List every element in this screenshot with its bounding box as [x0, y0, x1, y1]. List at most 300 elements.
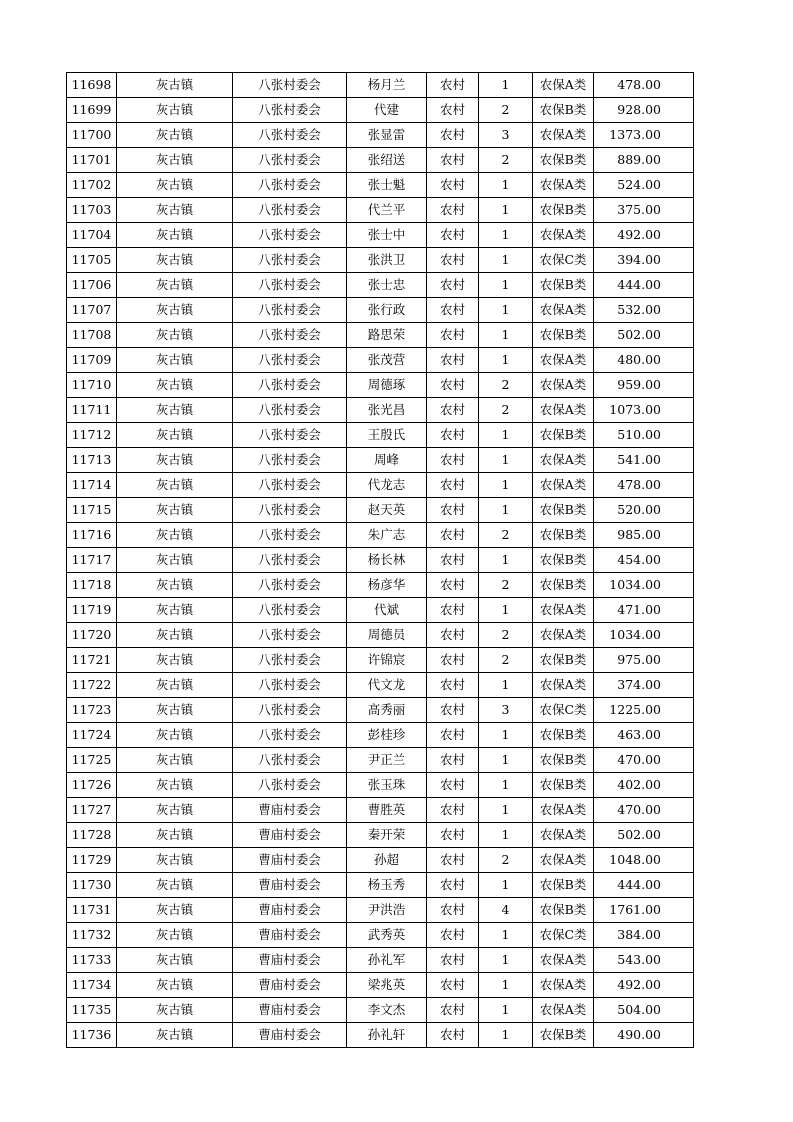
household-count-cell: 4 [479, 898, 533, 923]
area-type-cell: 农村 [427, 623, 479, 648]
table-row [67, 273, 694, 298]
insurance-category-cell: 农保B类 [533, 773, 594, 798]
village-committee-cell: 八张村委会 [233, 73, 347, 98]
table-row [67, 798, 694, 823]
person-name-cell: 代文龙 [347, 673, 427, 698]
amount-cell: 1034.00 [594, 623, 694, 648]
area-type-cell: 农村 [427, 748, 479, 773]
record-id-cell: 11712 [67, 423, 117, 448]
village-committee-cell: 八张村委会 [233, 198, 347, 223]
area-type-cell: 农村 [427, 548, 479, 573]
household-count-cell: 1 [479, 248, 533, 273]
record-id-cell: 11732 [67, 923, 117, 948]
village-committee-cell: 八张村委会 [233, 173, 347, 198]
village-committee-cell: 八张村委会 [233, 523, 347, 548]
area-type-cell: 农村 [427, 248, 479, 273]
record-id-cell: 11702 [67, 173, 117, 198]
household-count-cell: 1 [479, 973, 533, 998]
person-name-cell: 杨月兰 [347, 73, 427, 98]
village-committee-cell: 八张村委会 [233, 373, 347, 398]
insurance-category-cell: 农保A类 [533, 448, 594, 473]
roster-body [67, 73, 694, 1048]
village-committee-cell: 曹庙村委会 [233, 848, 347, 873]
person-name-cell: 张士中 [347, 223, 427, 248]
village-committee-cell: 八张村委会 [233, 723, 347, 748]
household-count-cell: 1 [479, 173, 533, 198]
village-committee-cell: 八张村委会 [233, 473, 347, 498]
amount-cell: 374.00 [594, 673, 694, 698]
insurance-category-cell: 农保B类 [533, 523, 594, 548]
town-cell: 灰古镇 [117, 648, 233, 673]
amount-cell: 985.00 [594, 523, 694, 548]
insurance-category-cell: 农保A类 [533, 298, 594, 323]
town-cell: 灰古镇 [117, 473, 233, 498]
record-id-cell: 11700 [67, 123, 117, 148]
household-count-cell: 1 [479, 473, 533, 498]
table-row [67, 423, 694, 448]
amount-cell: 384.00 [594, 923, 694, 948]
record-id-cell: 11711 [67, 398, 117, 423]
record-id-cell: 11703 [67, 198, 117, 223]
village-committee-cell: 八张村委会 [233, 423, 347, 448]
record-id-cell: 11706 [67, 273, 117, 298]
town-cell: 灰古镇 [117, 873, 233, 898]
household-count-cell: 1 [479, 823, 533, 848]
person-name-cell: 曹胜英 [347, 798, 427, 823]
record-id-cell: 11710 [67, 373, 117, 398]
household-count-cell: 3 [479, 698, 533, 723]
person-name-cell: 武秀英 [347, 923, 427, 948]
insurance-category-cell: 农保B类 [533, 548, 594, 573]
table-row [67, 748, 694, 773]
table-row [67, 248, 694, 273]
record-id-cell: 11717 [67, 548, 117, 573]
village-committee-cell: 曹庙村委会 [233, 798, 347, 823]
person-name-cell: 张光昌 [347, 398, 427, 423]
town-cell: 灰古镇 [117, 273, 233, 298]
area-type-cell: 农村 [427, 648, 479, 673]
town-cell: 灰古镇 [117, 398, 233, 423]
person-name-cell: 代龙志 [347, 473, 427, 498]
person-name-cell: 王殷氏 [347, 423, 427, 448]
household-count-cell: 2 [479, 398, 533, 423]
insurance-category-cell: 农保A类 [533, 998, 594, 1023]
town-cell: 灰古镇 [117, 623, 233, 648]
insurance-category-cell: 农保B类 [533, 323, 594, 348]
insurance-category-cell: 农保C类 [533, 698, 594, 723]
record-id-cell: 11725 [67, 748, 117, 773]
insurance-category-cell: 农保B类 [533, 748, 594, 773]
area-type-cell: 农村 [427, 423, 479, 448]
household-count-cell: 1 [479, 273, 533, 298]
amount-cell: 478.00 [594, 73, 694, 98]
insurance-category-cell: 农保A类 [533, 673, 594, 698]
household-count-cell: 1 [479, 748, 533, 773]
person-name-cell: 代建 [347, 98, 427, 123]
amount-cell: 889.00 [594, 148, 694, 173]
table-row [67, 223, 694, 248]
area-type-cell: 农村 [427, 673, 479, 698]
record-id-cell: 11705 [67, 248, 117, 273]
household-count-cell: 1 [479, 773, 533, 798]
village-committee-cell: 曹庙村委会 [233, 948, 347, 973]
person-name-cell: 尹正兰 [347, 748, 427, 773]
amount-cell: 478.00 [594, 473, 694, 498]
area-type-cell: 农村 [427, 798, 479, 823]
record-id-cell: 11707 [67, 298, 117, 323]
area-type-cell: 农村 [427, 198, 479, 223]
amount-cell: 1034.00 [594, 573, 694, 598]
amount-cell: 444.00 [594, 873, 694, 898]
village-committee-cell: 八张村委会 [233, 398, 347, 423]
person-name-cell: 许锦宸 [347, 648, 427, 673]
table-row [67, 373, 694, 398]
insurance-category-cell: 农保A类 [533, 973, 594, 998]
table-row [67, 473, 694, 498]
household-count-cell: 1 [479, 723, 533, 748]
record-id-cell: 11699 [67, 98, 117, 123]
household-count-cell: 1 [479, 798, 533, 823]
area-type-cell: 农村 [427, 448, 479, 473]
amount-cell: 1048.00 [594, 848, 694, 873]
amount-cell: 524.00 [594, 173, 694, 198]
household-count-cell: 3 [479, 123, 533, 148]
record-id-cell: 11731 [67, 898, 117, 923]
record-id-cell: 11709 [67, 348, 117, 373]
table-row [67, 623, 694, 648]
town-cell: 灰古镇 [117, 98, 233, 123]
area-type-cell: 农村 [427, 173, 479, 198]
village-committee-cell: 八张村委会 [233, 698, 347, 723]
table-row [67, 723, 694, 748]
area-type-cell: 农村 [427, 998, 479, 1023]
person-name-cell: 朱广志 [347, 523, 427, 548]
town-cell: 灰古镇 [117, 73, 233, 98]
table-row [67, 648, 694, 673]
amount-cell: 520.00 [594, 498, 694, 523]
record-id-cell: 11719 [67, 598, 117, 623]
household-count-cell: 2 [479, 573, 533, 598]
amount-cell: 375.00 [594, 198, 694, 223]
insurance-category-cell: 农保A类 [533, 223, 594, 248]
table-row [67, 323, 694, 348]
town-cell: 灰古镇 [117, 423, 233, 448]
person-name-cell: 梁兆英 [347, 973, 427, 998]
area-type-cell: 农村 [427, 73, 479, 98]
town-cell: 灰古镇 [117, 573, 233, 598]
amount-cell: 444.00 [594, 273, 694, 298]
amount-cell: 394.00 [594, 248, 694, 273]
table-row [67, 548, 694, 573]
record-id-cell: 11730 [67, 873, 117, 898]
person-name-cell: 高秀丽 [347, 698, 427, 723]
amount-cell: 928.00 [594, 98, 694, 123]
village-committee-cell: 八张村委会 [233, 298, 347, 323]
insurance-category-cell: 农保B类 [533, 648, 594, 673]
insurance-category-cell: 农保B类 [533, 98, 594, 123]
village-committee-cell: 八张村委会 [233, 598, 347, 623]
town-cell: 灰古镇 [117, 673, 233, 698]
table-row [67, 1023, 694, 1048]
table-row [67, 998, 694, 1023]
village-committee-cell: 曹庙村委会 [233, 1023, 347, 1048]
household-count-cell: 1 [479, 548, 533, 573]
insurance-category-cell: 农保A类 [533, 373, 594, 398]
area-type-cell: 农村 [427, 948, 479, 973]
town-cell: 灰古镇 [117, 823, 233, 848]
table-row [67, 823, 694, 848]
village-committee-cell: 八张村委会 [233, 148, 347, 173]
village-committee-cell: 八张村委会 [233, 648, 347, 673]
town-cell: 灰古镇 [117, 498, 233, 523]
record-id-cell: 11735 [67, 998, 117, 1023]
table-row [67, 398, 694, 423]
area-type-cell: 农村 [427, 573, 479, 598]
area-type-cell: 农村 [427, 398, 479, 423]
household-count-cell: 2 [479, 523, 533, 548]
area-type-cell: 农村 [427, 923, 479, 948]
person-name-cell: 张显雷 [347, 123, 427, 148]
household-count-cell: 1 [479, 673, 533, 698]
person-name-cell: 代斌 [347, 598, 427, 623]
village-committee-cell: 八张村委会 [233, 273, 347, 298]
amount-cell: 502.00 [594, 823, 694, 848]
village-committee-cell: 八张村委会 [233, 548, 347, 573]
household-count-cell: 1 [479, 448, 533, 473]
area-type-cell: 农村 [427, 123, 479, 148]
record-id-cell: 11728 [67, 823, 117, 848]
household-count-cell: 2 [479, 623, 533, 648]
town-cell: 灰古镇 [117, 223, 233, 248]
table-row [67, 698, 694, 723]
insurance-category-cell: 农保C类 [533, 248, 594, 273]
household-count-cell: 1 [479, 598, 533, 623]
household-count-cell: 1 [479, 198, 533, 223]
amount-cell: 463.00 [594, 723, 694, 748]
record-id-cell: 11721 [67, 648, 117, 673]
person-name-cell: 周德员 [347, 623, 427, 648]
town-cell: 灰古镇 [117, 848, 233, 873]
household-count-cell: 2 [479, 98, 533, 123]
insurance-category-cell: 农保B类 [533, 1023, 594, 1048]
insurance-category-cell: 农保A类 [533, 348, 594, 373]
town-cell: 灰古镇 [117, 773, 233, 798]
table-row [67, 123, 694, 148]
amount-cell: 504.00 [594, 998, 694, 1023]
record-id-cell: 11718 [67, 573, 117, 598]
table-row [67, 173, 694, 198]
person-name-cell: 张行政 [347, 298, 427, 323]
table-row [67, 348, 694, 373]
town-cell: 灰古镇 [117, 323, 233, 348]
table-row [67, 573, 694, 598]
insurance-category-cell: 农保A类 [533, 398, 594, 423]
person-name-cell: 杨玉秀 [347, 873, 427, 898]
area-type-cell: 农村 [427, 498, 479, 523]
person-name-cell: 孙礼轩 [347, 1023, 427, 1048]
record-id-cell: 11698 [67, 73, 117, 98]
amount-cell: 492.00 [594, 973, 694, 998]
household-count-cell: 2 [479, 848, 533, 873]
insurance-category-cell: 农保A类 [533, 798, 594, 823]
town-cell: 灰古镇 [117, 798, 233, 823]
household-count-cell: 1 [479, 498, 533, 523]
town-cell: 灰古镇 [117, 723, 233, 748]
record-id-cell: 11704 [67, 223, 117, 248]
area-type-cell: 农村 [427, 723, 479, 748]
area-type-cell: 农村 [427, 473, 479, 498]
area-type-cell: 农村 [427, 698, 479, 723]
area-type-cell: 农村 [427, 848, 479, 873]
amount-cell: 975.00 [594, 648, 694, 673]
table-row [67, 948, 694, 973]
village-committee-cell: 曹庙村委会 [233, 898, 347, 923]
area-type-cell: 农村 [427, 973, 479, 998]
amount-cell: 1225.00 [594, 698, 694, 723]
area-type-cell: 农村 [427, 898, 479, 923]
record-id-cell: 11716 [67, 523, 117, 548]
record-id-cell: 11727 [67, 798, 117, 823]
area-type-cell: 农村 [427, 598, 479, 623]
amount-cell: 490.00 [594, 1023, 694, 1048]
table-row [67, 148, 694, 173]
town-cell: 灰古镇 [117, 598, 233, 623]
insurance-category-cell: 农保B类 [533, 273, 594, 298]
town-cell: 灰古镇 [117, 123, 233, 148]
record-id-cell: 11714 [67, 473, 117, 498]
table-row [67, 598, 694, 623]
household-count-cell: 1 [479, 873, 533, 898]
insurance-category-cell: 农保A类 [533, 598, 594, 623]
person-name-cell: 彭桂珍 [347, 723, 427, 748]
village-committee-cell: 八张村委会 [233, 623, 347, 648]
record-id-cell: 11708 [67, 323, 117, 348]
amount-cell: 959.00 [594, 373, 694, 398]
person-name-cell: 秦开荣 [347, 823, 427, 848]
table-row [67, 98, 694, 123]
amount-cell: 502.00 [594, 323, 694, 348]
town-cell: 灰古镇 [117, 1023, 233, 1048]
record-id-cell: 11734 [67, 973, 117, 998]
table-row [67, 773, 694, 798]
area-type-cell: 农村 [427, 273, 479, 298]
amount-cell: 543.00 [594, 948, 694, 973]
village-committee-cell: 八张村委会 [233, 773, 347, 798]
area-type-cell: 农村 [427, 523, 479, 548]
table-row [67, 673, 694, 698]
insurance-category-cell: 农保B类 [533, 498, 594, 523]
amount-cell: 492.00 [594, 223, 694, 248]
insurance-category-cell: 农保B类 [533, 573, 594, 598]
insurance-category-cell: 农保B类 [533, 873, 594, 898]
household-count-cell: 2 [479, 648, 533, 673]
person-name-cell: 张士忠 [347, 273, 427, 298]
town-cell: 灰古镇 [117, 548, 233, 573]
household-count-cell: 2 [479, 148, 533, 173]
person-name-cell: 孙超 [347, 848, 427, 873]
household-count-cell: 1 [479, 998, 533, 1023]
insurance-category-cell: 农保B类 [533, 423, 594, 448]
village-committee-cell: 八张村委会 [233, 123, 347, 148]
village-committee-cell: 曹庙村委会 [233, 923, 347, 948]
table-row [67, 848, 694, 873]
town-cell: 灰古镇 [117, 348, 233, 373]
town-cell: 灰古镇 [117, 198, 233, 223]
record-id-cell: 11723 [67, 698, 117, 723]
record-id-cell: 11724 [67, 723, 117, 748]
person-name-cell: 张士魁 [347, 173, 427, 198]
table-row [67, 873, 694, 898]
household-count-cell: 2 [479, 373, 533, 398]
person-name-cell: 周德琢 [347, 373, 427, 398]
area-type-cell: 农村 [427, 348, 479, 373]
person-name-cell: 孙礼军 [347, 948, 427, 973]
table-row [67, 923, 694, 948]
table-row [67, 498, 694, 523]
household-count-cell: 1 [479, 923, 533, 948]
roster-table [66, 72, 694, 1048]
village-committee-cell: 八张村委会 [233, 573, 347, 598]
person-name-cell: 代兰平 [347, 198, 427, 223]
amount-cell: 471.00 [594, 598, 694, 623]
area-type-cell: 农村 [427, 148, 479, 173]
insurance-category-cell: 农保A类 [533, 123, 594, 148]
town-cell: 灰古镇 [117, 448, 233, 473]
table-row [67, 198, 694, 223]
household-count-cell: 1 [479, 1023, 533, 1048]
village-committee-cell: 曹庙村委会 [233, 973, 347, 998]
town-cell: 灰古镇 [117, 923, 233, 948]
village-committee-cell: 八张村委会 [233, 673, 347, 698]
record-id-cell: 11729 [67, 848, 117, 873]
area-type-cell: 农村 [427, 1023, 479, 1048]
record-id-cell: 11736 [67, 1023, 117, 1048]
insurance-category-cell: 农保A类 [533, 848, 594, 873]
town-cell: 灰古镇 [117, 698, 233, 723]
record-id-cell: 11720 [67, 623, 117, 648]
village-committee-cell: 八张村委会 [233, 223, 347, 248]
household-count-cell: 1 [479, 348, 533, 373]
record-id-cell: 11713 [67, 448, 117, 473]
person-name-cell: 尹洪浩 [347, 898, 427, 923]
record-id-cell: 11715 [67, 498, 117, 523]
town-cell: 灰古镇 [117, 373, 233, 398]
village-committee-cell: 八张村委会 [233, 498, 347, 523]
household-count-cell: 1 [479, 323, 533, 348]
amount-cell: 1761.00 [594, 898, 694, 923]
insurance-category-cell: 农保C类 [533, 923, 594, 948]
person-name-cell: 张茂营 [347, 348, 427, 373]
insurance-category-cell: 农保A类 [533, 73, 594, 98]
household-count-cell: 1 [479, 298, 533, 323]
village-committee-cell: 曹庙村委会 [233, 998, 347, 1023]
area-type-cell: 农村 [427, 98, 479, 123]
town-cell: 灰古镇 [117, 298, 233, 323]
household-count-cell: 1 [479, 948, 533, 973]
area-type-cell: 农村 [427, 823, 479, 848]
area-type-cell: 农村 [427, 373, 479, 398]
amount-cell: 510.00 [594, 423, 694, 448]
table-row [67, 73, 694, 98]
insurance-category-cell: 农保A类 [533, 823, 594, 848]
amount-cell: 402.00 [594, 773, 694, 798]
record-id-cell: 11733 [67, 948, 117, 973]
insurance-category-cell: 农保A类 [533, 473, 594, 498]
town-cell: 灰古镇 [117, 148, 233, 173]
person-name-cell: 杨彦华 [347, 573, 427, 598]
insurance-category-cell: 农保B类 [533, 148, 594, 173]
household-count-cell: 1 [479, 423, 533, 448]
